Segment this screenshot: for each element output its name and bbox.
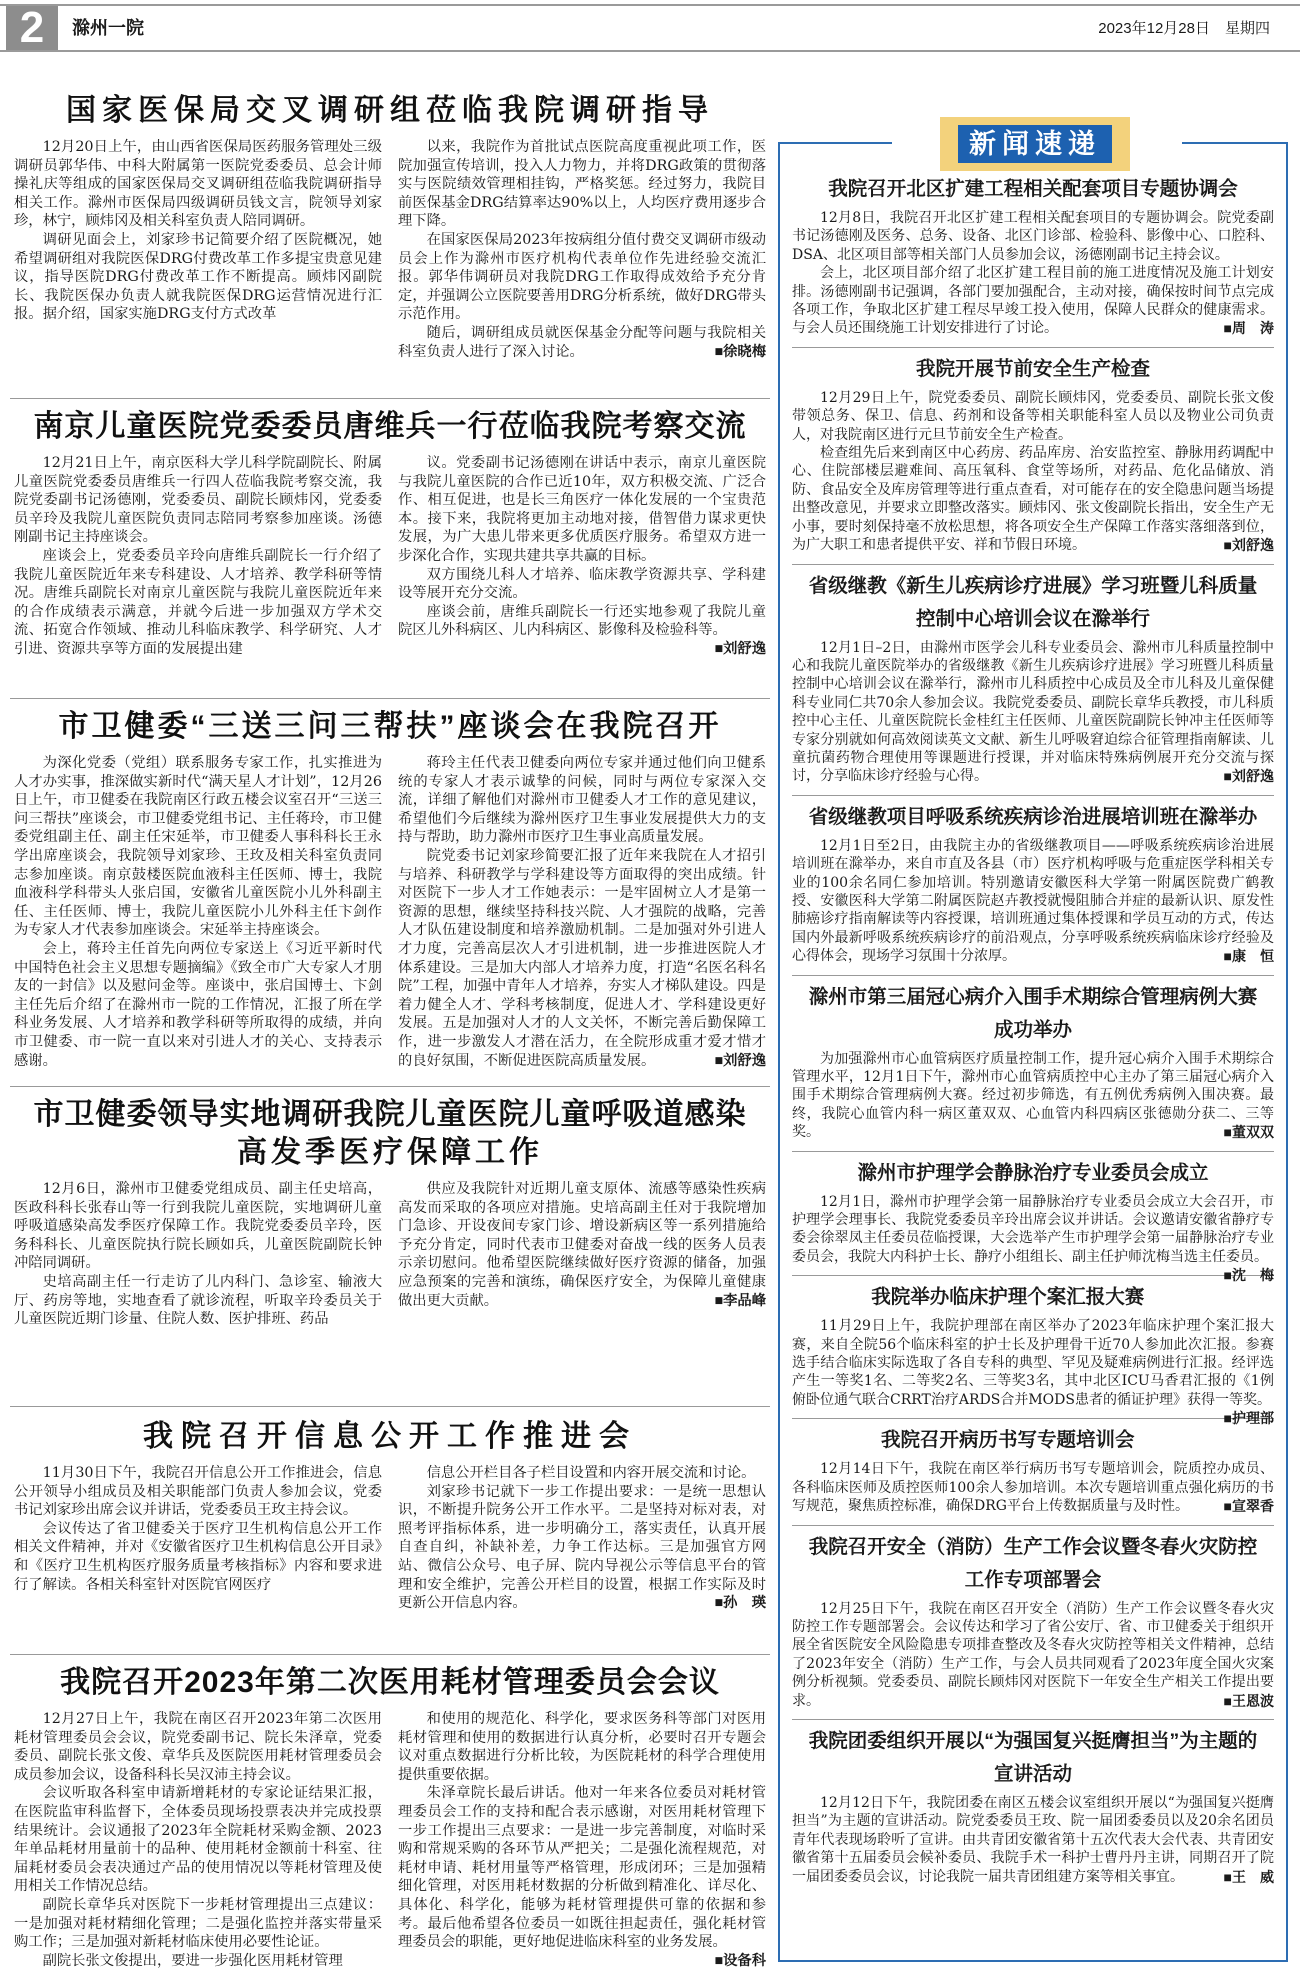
paragraph-text: 史培高副主任一行走访了儿内科门、急诊室、输液大厅、药房等地，实地查看了就诊流程，听取辛玲委员关于儿童医院近期门诊量、住院人数、医护排班、药品 xyxy=(14,1273,382,1328)
paragraph-text: 座谈会前，唐维兵副院长一行还实地参观了我院儿童院区儿外科病区、儿内科病区、影像科及检验科等。 xyxy=(398,603,766,639)
paragraph-text: 会议传达了省卫健委关于医疗卫生机构信息公开工作相关文件精神，并对《安徽省医疗卫生机构信息公开目录》和《医疗卫生机构医疗服务质量考核指标》内容和要求进行了解读。各相关科室针对医院官网医疗 xyxy=(14,1520,382,1593)
divider xyxy=(10,698,770,699)
news-brief xyxy=(792,176,1274,348)
paragraph-text: 为加强滁州市心血管病医疗质量控制工作，提升冠心病介入围手术期综合管理水平，12月1日下午，滁州市心血管病质控中心主办了第三届冠心病介入围手术期综合管理病例大赛。经过初步筛选，有五例优秀病例入围决赛。最终，我院心血管内科一病区董双双、心血管内科四病区张德勋分获二、三等奖。 xyxy=(792,1050,1274,1141)
paragraph-text: 12月21日上午，南京医科大学儿科学院副院长、附属儿童医院党委委员唐维兵一行四人莅临我院考察交流，我院党委副书记汤德刚，党委委员、副院长顾炜冈，党委委员辛玲及我院儿童医院负责同志陪同考察参加座谈。汤德刚副书记主持座谈会。 xyxy=(14,455,382,546)
byline: ■徐晓梅 xyxy=(714,343,766,360)
paragraph-text: 12月8日，我院召开北区扩建工程相关配套项目的专题协调会。院党委副书记汤德刚及医务、总务、设备、北区门诊部、检验科、影像中心、口腔科、DSA、北区项目部等相关部门人员参加会议，汤德刚副书记主持会议。 xyxy=(792,210,1274,263)
paragraph-text: 12月1日，滁州市护理学会第一届静脉治疗专业委员会成立大会召开，市护理学会理事长、我院党委委员辛玲出席会议并讲话。会议邀请安徽省静疗专委会徐翠凤主任委员莅临授课，大会选举产生市护理学会第一届静脉治疗专业委员会，我院大内科护士长、静疗小组组长、副主任护师沈梅当选主任委员。 xyxy=(792,1193,1274,1265)
article-title: 市卫健委“三送三问三帮扶”座谈会在我院召开 xyxy=(58,710,722,743)
news-brief xyxy=(792,356,1274,565)
paragraph xyxy=(14,754,382,940)
paragraph-text: 会议听取各科室申请新增耗材的专家论证结果汇报，在医院监审科监督下，全体委员现场投票表决并完成投票结果统计。会议通报了2023年全院耗材采购金额、2023年单品耗材用量前十的品种、使用耗材金额前十科室、往届耗材委员会表决通过产品的使用情况以等耗材管理及使用相关工作情况总结。 xyxy=(14,1785,382,1895)
paper-name: 滁州一院 xyxy=(72,18,144,38)
byline: ■王 威 xyxy=(1223,1868,1274,1885)
paragraph xyxy=(398,454,766,566)
article-title: 我院召开2023年第二次医用耗材管理委员会会议 xyxy=(60,1666,720,1699)
brief-title: 我院团委组织开展以“为强国复兴挺膺担当”为主题的 xyxy=(808,1729,1258,1752)
paragraph xyxy=(792,1794,1274,1886)
byline: ■刘舒逸 xyxy=(714,640,766,657)
byline: ■王恩波 xyxy=(1223,1692,1274,1709)
issue-date: 2023年12月28日 星期四 xyxy=(1098,20,1270,37)
brief-title: 我院召开病历书写专题培训会 xyxy=(881,1429,1135,1452)
news-briefs-box xyxy=(778,142,1288,1962)
news-brief xyxy=(792,573,1274,796)
paragraph xyxy=(14,1952,382,1970)
paragraph xyxy=(792,639,1274,786)
article-columns xyxy=(14,1180,766,1329)
article xyxy=(14,1418,766,1613)
paragraph-text: 随后，调研组成员就医保基金分配等问题与我院相关科室负责人进行了深入讨论。 xyxy=(398,324,766,360)
article-columns xyxy=(14,454,766,659)
article xyxy=(14,1096,766,1329)
article-column xyxy=(398,1464,766,1613)
paragraph xyxy=(792,444,1274,554)
article-columns xyxy=(14,1710,766,1970)
byline: ■刘舒逸 xyxy=(714,1052,766,1069)
brief-title-line2: 成功举办 xyxy=(993,1018,1072,1041)
paragraph-text: 双方围绕儿科人才培养、临床教学资源共享、学科建设等展开充分交流。 xyxy=(398,566,766,602)
paragraph xyxy=(398,847,766,1070)
paragraph xyxy=(14,1520,382,1594)
paragraph-text: 会上，北区项目部介绍了北区扩建工程目前的施工进度情况及施工计划安排。汤德刚副书记强调，各部门要加强配合，主动对接，确保按时间节点完成各项工作，争取北区扩建工程尽早竣工投入使用，保障人民群众的健康需求。与会人员还围绕施工计划安排进行了讨论。 xyxy=(792,265,1274,337)
paragraph-text: 朱泽章院长最后讲话。他对一年来各位委员对耗材管理委员会工作的支持和配合表示感谢，对医用耗材管理下一步工作提出三点要求：一是进一步完善制度，对临时采购和常规采购的各环节从严把关；二是强化流程规范，对耗材申请、耗材用量等严格管理，形成闭环；三是加强精细化管理，对医用耗材数据的分析做到精准化、详尽化、具体化、科学化，能够为耗材管理提供可靠的依据和参考。最后他希望各位委员一如既往担起责任，强化耗材管理委员会的职能，更好地促进临床科室的业务发展。 xyxy=(398,1785,766,1951)
brief-title: 我院召开安全（消防）生产工作会议暨冬春火灾防控 xyxy=(808,1535,1258,1558)
paragraph xyxy=(792,209,1274,264)
paragraph xyxy=(14,1273,382,1329)
news-brief xyxy=(792,1728,1274,1895)
paragraph xyxy=(792,1600,1274,1710)
byline: ■护理部 xyxy=(1223,1410,1274,1427)
paragraph-text: 12月20日上午，由山西省医保局医药服务管理处三级调研员郭华伟、中科大附属第一医院党委委员、总会计师操礼庆等组成的国家医保局交叉调研组莅临我院调研指导相关工作。滁州市医保局四级调研员钱文言，院领导刘家珍，林宁，顾炜冈及相关科室负责人陪同调研。 xyxy=(14,139,382,230)
paragraph-text: 刘家珍书记就下一步工作提出要求：一是统一思想认识，不断提升院务公开工作水平。二是坚持对标对表，对照考评指标体系，进一步明确分工，落实责任，认真开展自查自纠，补缺补差，力争工作达标。三是加强官方网站、微信公众号、电子屏、院内导视公示等信息平台的管理和安全维护，完善公开栏目的设置，根据工作实际及时更新公开信息内容。 xyxy=(398,1483,766,1612)
paragraph xyxy=(792,1050,1274,1142)
paragraph-text: 院党委书记刘家珍简要汇报了近年来我院在人才招引与培养、科研教学与学科建设等方面取得的突出成绩。针对医院下一步人才工作她表示：一是牢固树立人才是第一资源的思想，继续坚持科技兴院、人才强院的战略，完善人才队伍建设制度和培养激励机制。二是加强对外引进人才力度，完善高层次人才引进机制，进一步推进医院人才体系建设。三是加大内部人才培养力度，打造“名医名科名院”工程，加强中青年人才培养，夯实人才梯队建设。四是着力健全人才、学科考核制度，促进人才、学科建设更好发展。五是加强对人才的人文关怀，不断完善后勤保障工作，进一步激发人才潜在活力，在全院形成重才爱才惜才的良好氛围，不断促进医院高质量发展。 xyxy=(398,847,766,1069)
paragraph-text: 副院长张文俊提出，要进一步强化医用耗材管理 xyxy=(42,1952,343,1969)
paragraph xyxy=(14,1464,382,1520)
paragraph xyxy=(398,1784,766,1969)
news-brief xyxy=(792,984,1274,1152)
paragraph-text: 调研见面会上，刘家珍书记简要介绍了医院概况，她希望调研组对我院医保DRG付费改革工作多提宝贵意见建议，指导医院DRG付费改革工作不断提高。顾炜冈副院长、我院医保办负责人就我院医保DRG运营情况进行汇报。据介绍，国家实施DRG支付方式改革 xyxy=(14,231,382,323)
paragraph xyxy=(398,603,766,657)
brief-title: 滁州市护理学会静脉治疗专业委员会成立 xyxy=(857,1161,1209,1184)
news-brief xyxy=(792,1160,1274,1284)
article-columns xyxy=(14,754,766,1070)
paragraph xyxy=(792,264,1274,338)
paragraph xyxy=(398,566,766,603)
paragraph-text: 12月27日上午，我院在南区召开2023年第二次医用耗材管理委员会会议，院党委副书记、院长朱泽章，党委委员、副院长张文俊、章华兵及医院医用耗材管理委员会成员参加会议，设备科科长吴汉沛主持会议。 xyxy=(14,1711,382,1783)
byline: ■李品峰 xyxy=(714,1292,766,1309)
paragraph-text: 12月14日下午，我院在南区举行病历书写专题培训会，院质控办成员、各科临床医师及质控医师100余人参加培训。本次专题培训重点强化病历的书写规范，聚焦质控标准，确保DRG平台上传数据质量与及时性。 xyxy=(792,1461,1274,1515)
brief-title-line2: 宣讲活动 xyxy=(993,1762,1072,1785)
page-number: 2 xyxy=(6,6,58,50)
paragraph-text: 副院长章华兵对医院下一步耗材管理提出三点建议：一是加强对耗材精细化管理；二是强化监控并落实带量采购工作；三是加强对新耗材临床使用必要性论证。 xyxy=(14,1896,382,1951)
paragraph-text: 12月12日下午，我院团委在南区五楼会议室组织开展以“为强国复兴挺膺担当”为主题的宣讲活动。院党委委员王玫、院一届团委委员以及20余名团员青年代表现场聆听了宣讲。由共青团安徽省第十五次代表大会代表、共青团安徽省第十五届委员会候补委员、我院手术一科护士曹丹丹主讲，同期召开了院一届团委委员会议，讨论我院一届共青团组建方案等相关事宜。 xyxy=(792,1794,1274,1885)
divider xyxy=(10,1654,770,1655)
byline: ■董双双 xyxy=(1223,1124,1274,1141)
article-column xyxy=(398,454,766,659)
paragraph xyxy=(14,940,382,1070)
paragraph xyxy=(14,454,382,547)
divider xyxy=(10,398,770,399)
paragraph-text: 供应及我院针对近期儿童支原体、流感等感染性疾病高发而采取的各项应对措施。史培高副主任对于我院增加门急诊、开设夜间专家门诊、增设新病区等一系列措施给予充分肯定，同时代表市卫健委对奋战一线的医务人员表示亲切慰问。他希望医院继续做好医疗资源的储备，加强应急预案的完善和演练，确保医疗安全，为保障儿童健康做出更大贡献。 xyxy=(398,1181,766,1309)
paragraph xyxy=(792,389,1274,444)
byline: ■沈 梅 xyxy=(1223,1267,1274,1284)
article-column xyxy=(14,754,382,1070)
article-columns xyxy=(14,1464,766,1613)
paragraph-text: 11月29日上午，我院护理部在南区举办了2023年临床护理个案汇报大赛，来自全院56个临床科室的护士长及护理骨干近70人参加此次汇报。参赛选手结合临床实际选取了各自专科的典型、罕见及疑难病例进行汇报。经评选产生一等奖1名、二等奖2名、三等奖3名，其中北区ICU马香君汇报的《1例俯卧位通气联合CRRT治疗ARDS合并MODS患者的循证护理》获得一等奖。 xyxy=(792,1318,1274,1408)
brief-title: 我院召开北区扩建工程相关配套项目专题协调会 xyxy=(828,178,1238,200)
article xyxy=(14,1664,766,1970)
paragraph xyxy=(398,1710,766,1784)
article xyxy=(14,708,766,1070)
news-brief xyxy=(792,1427,1274,1525)
brief-title: 省级继教《新生儿疾病诊疗进展》学习班暨儿科质量 xyxy=(808,574,1258,597)
paragraph-text: 11月30日下午，我院召开信息公开工作推进会，信息公开领导小组成员及相关职能部门负责人参加会议，党委书记刘家珍出席会议并讲话，党委委员王玫主持会议。 xyxy=(14,1465,382,1519)
paragraph xyxy=(14,1784,382,1896)
byline: ■康 恒 xyxy=(1223,948,1274,965)
article-title: 我院召开信息公开工作推进会 xyxy=(143,1420,637,1453)
paragraph-text: 议。党委副书记汤德刚在讲话中表示，南京儿童医院与我院儿童医院的合作已近10年，双方积极交流、广泛合作、相互促进，也是长三角医疗一体化发展的一个宝贵范本。接下来，我院将更加主动地对接，借智借力谋求更快发展，为广大患儿带来更多优质医疗服务。希望双方进一步深化合作，实现共建共享共赢的目标。 xyxy=(398,455,766,564)
paragraph xyxy=(14,547,382,659)
paragraph-text: 和使用的规范化、科学化，要求医务科等部门对医用耗材管理和使用的数据进行认真分析，必要时召开专题会议对重点数据进行分析比较，为医院耗材的科学合理使用提供重要依据。 xyxy=(398,1711,766,1783)
page-header xyxy=(0,4,1300,52)
article-column xyxy=(398,1180,766,1329)
brief-title: 我院举办临床护理个案汇报大赛 xyxy=(871,1286,1145,1309)
badge-label: 新闻速递 xyxy=(958,125,1112,163)
news-brief xyxy=(792,1534,1274,1720)
paragraph xyxy=(792,837,1274,966)
paragraph xyxy=(398,1464,766,1483)
paragraph-text: 12月6日，滁州市卫健委党组成员、副主任史培高，医政科科长张春山等一行到我院儿童医院，实地调研儿童呼吸道感染高发季医疗保障工作。我院党委委员辛玲，医务科科长、儿童医院执行院长顾如兵，儿童医院副院长钟冲陪同调研。 xyxy=(14,1181,382,1272)
byline: ■设备科 xyxy=(714,1952,766,1969)
paragraph-text: 在国家医保局2023年按病组分值付费交叉调研市级动员会上作为滁州市医疗机构代表单位作先进经验交流汇报。郭华伟调研员对我院DRG工作取得成效给予充分肯定，并强调公立医院要善用DRG分析系统，做好DRG带头示范作用。 xyxy=(398,231,766,323)
paragraph-text: 检查组先后来到南区中心药房、药品库房、治安监控室、静脉用药调配中心、住院部楼层避难间、高压氧科、食堂等场所，对药品、危化品储放、消防、食品安全及库房管理等进行重点查看，对可能存在的安全隐患问题当场提出整改意见，并要求立即整改落实。顾炜冈、张文俊副院长指出，安全生产无小事，要时刻保持毫不放松思想，将各项安全生产保障工作落实落细落到位，为广大职工和患者提供平安、祥和节假日环境。 xyxy=(792,445,1274,554)
paragraph-text: 12月29日上午，院党委委员、副院长顾炜冈，党委委员、副院长张文俊带领总务、保卫、信息、药剂和设备等相关职能科室人员以及物业公司负责人，对我院南区进行元旦节前安全生产检查。 xyxy=(792,389,1274,443)
paragraph xyxy=(398,1180,766,1310)
article-column xyxy=(398,754,766,1070)
brief-title: 省级继教项目呼吸系统疾病诊治进展培训班在滁举办 xyxy=(808,805,1258,828)
paragraph-text: 为深化党委（党组）联系服务专家工作，扎实推进为人才办实事，推深做实新时代“满天星人才计划”，12月26日上午，市卫健委在我院南区行政五楼会议室召开“三送三问三帮扶”座谈会，市卫健委党组书记、主任蒋玲，市卫健委党组副主任、副主任宋延举，市卫健委人事科科长王永学出席座谈会，我院领导刘家珍、王玫及相关科室负责同志参加座谈。南京鼓楼医院血液科主任医师、博士，我院血液科学科带头人张启国，安徽省儿童医院小儿外科副主任、主任医师、博士，我院儿童医院小儿外科主任卞剑作为专家人才代表参加座谈会。宋延举主持座谈会。 xyxy=(14,755,382,939)
byline: ■刘舒逸 xyxy=(1223,768,1274,785)
paragraph xyxy=(398,324,766,361)
article xyxy=(14,92,766,361)
article-title-line2: 高发季医疗保障工作 xyxy=(237,1136,543,1169)
article-columns xyxy=(14,138,766,361)
article-title: 市卫健委领导实地调研我院儿童医院儿童呼吸道感染 xyxy=(33,1098,747,1131)
news-brief xyxy=(792,804,1274,976)
brief-title-line2: 工作专项部署会 xyxy=(964,1568,1102,1591)
byline: ■孙 瑛 xyxy=(714,1595,766,1612)
byline: ■刘舒逸 xyxy=(1223,537,1274,554)
article-column xyxy=(14,454,382,659)
paragraph-text: 蒋玲主任代表卫健委向两位专家并通过他们向卫健系统的专家人才表示诚挚的问候，同时与两位专家深入交流，详细了解他们对滁州市卫健委人才工作的意见建议，希望他们今后继续为滁州医疗卫生事业发展提供大力的支持与帮助，助力滁州市医疗卫生事业高质量发展。 xyxy=(398,755,766,846)
brief-title: 滁州市第三届冠心病介入围手术期综合管理病例大赛 xyxy=(808,985,1258,1008)
article-column xyxy=(398,138,766,361)
brief-title-line2: 控制中心培训会议在滁举行 xyxy=(915,607,1150,630)
paragraph xyxy=(398,138,766,231)
divider xyxy=(10,1086,770,1087)
article-column xyxy=(14,1710,382,1970)
article-title: 南京儿童医院党委委员唐维兵一行莅临我院考察交流 xyxy=(33,410,747,443)
paragraph-text: 12月1日至2日，由我院主办的省级继教项目——呼吸系统疾病诊治进展培训班在滁举办，来自市直及各县（市）医疗机构呼吸与危重症医学科相关专业的100余名同仁参加培训。特别邀请安徽医科大学第一附属医院费广鹤教授、安徽医科大学第二附属医院赵卉教授就慢阻肺合并症的最新认识、原发性肺癌诊疗指南解读等内容授课，培训班通过集体授课和学员互动的方式，传达国内外最新呼吸系统疾病诊疗的前沿观点，分享呼吸系统疾病临床诊疗经验及心得体会，现场学习氛围十分浓厚。 xyxy=(792,837,1274,965)
paragraph xyxy=(398,231,766,324)
paragraph xyxy=(792,1317,1274,1427)
byline: ■周 涛 xyxy=(1223,320,1274,337)
article-column xyxy=(14,1464,382,1613)
divider xyxy=(10,1406,770,1407)
paragraph xyxy=(14,1896,382,1952)
paragraph xyxy=(14,1180,382,1273)
brief-title: 我院开展节前安全生产检查 xyxy=(915,357,1150,380)
byline: ■宣翠香 xyxy=(1223,1498,1274,1515)
paragraph xyxy=(14,231,382,324)
paragraph-text: 信息公开栏目各子栏目设置和内容开展交流和讨论。 xyxy=(426,1465,756,1481)
news-briefs-badge xyxy=(940,117,1130,171)
paragraph-text: 12月1日–2日，由滁州市医学会儿科专业委员会、滁州市儿科质量控制中心和我院儿童医院举办的省级继教《新生儿疾病诊疗进展》学习班暨儿科质量控制中心培训会议在滁举行，滁州市儿科质控中心成员及全市儿科及儿童保健科专业同仁共70余人参加会议。我院党委委员、副院长章华兵教授，市儿科质控中心主任、儿童医院院长金桂红主任医师、儿童医院副院长钟冲主任医师等专家分别就如何高效阅读英文文献、新生儿呼吸窘迫综合征管理指南解读、儿童抗菌药物合理使用等课题进行授课，并对临床特殊病例展开充分交流与探讨，分享临床诊疗经验与心得。 xyxy=(792,639,1274,785)
paragraph xyxy=(792,1460,1274,1515)
paragraph-text: 会上，蒋玲主任首先向两位专家送上《习近平新时代中国特色社会主义思想专题摘编》《致全市广大专家人才朋友的一封信》以及慰问金等。座谈中，张启国博士、卞剑主任先后介绍了在滁州市一院的工作情况，汇报了所在学科业务发展、人才培养和教学科研等所取得的成绩，并向市卫健委、市一院一直以来对引进人才的关心、支持表示感谢。 xyxy=(14,940,382,1069)
paragraph-text: 以来，我院作为首批试点医院高度重视此项工作，医院加强宣传培训，投入人力物力，并将DRG政策的贯彻落实与医院绩效管理相挂钩，严格奖惩。经过努力，我院目前医保基金DRG结算率达90%以上，人均医疗费用逐步合理下降。 xyxy=(398,139,766,230)
paragraph xyxy=(14,138,382,231)
news-brief xyxy=(792,1284,1274,1427)
paragraph xyxy=(398,1483,766,1613)
article xyxy=(14,408,766,659)
article-column xyxy=(398,1710,766,1970)
paragraph xyxy=(792,1193,1274,1284)
paragraph-text: 座谈会上，党委委员辛玲向唐维兵副院长一行介绍了我院儿童医院近年来专科建设、人才培养、教学科研等情况。唐维兵副院长对南京儿童医院与我院儿童医院近年来的合作成绩表示满意，并就今后进一步加强双方学术交流、拓宽合作领域、推动儿科临床教学、科学研究、人才引进、资源共享等方面的发展提出建 xyxy=(14,547,382,657)
article-column xyxy=(14,1180,382,1329)
paragraph xyxy=(398,754,766,847)
article-column xyxy=(14,138,382,361)
paragraph-text: 12月25日下午，我院在南区召开安全（消防）生产工作会议暨冬春火灾防控工作专题部署会。会议传达和学习了省公安厅、省、市卫健委关于组织开展全省医院安全风险隐患专项排查整改及冬春火灾防控等相关文件精神，总结了2023年安全（消防）生产工作，与会人员共同观看了2023年度全国火灾案例分析视频。党委委员、副院长顾炜冈对医院下一年安全生产相关工作提出要求。 xyxy=(792,1600,1274,1709)
paragraph xyxy=(14,1710,382,1784)
article-title: 国家医保局交叉调研组莅临我院调研指导 xyxy=(66,94,714,127)
